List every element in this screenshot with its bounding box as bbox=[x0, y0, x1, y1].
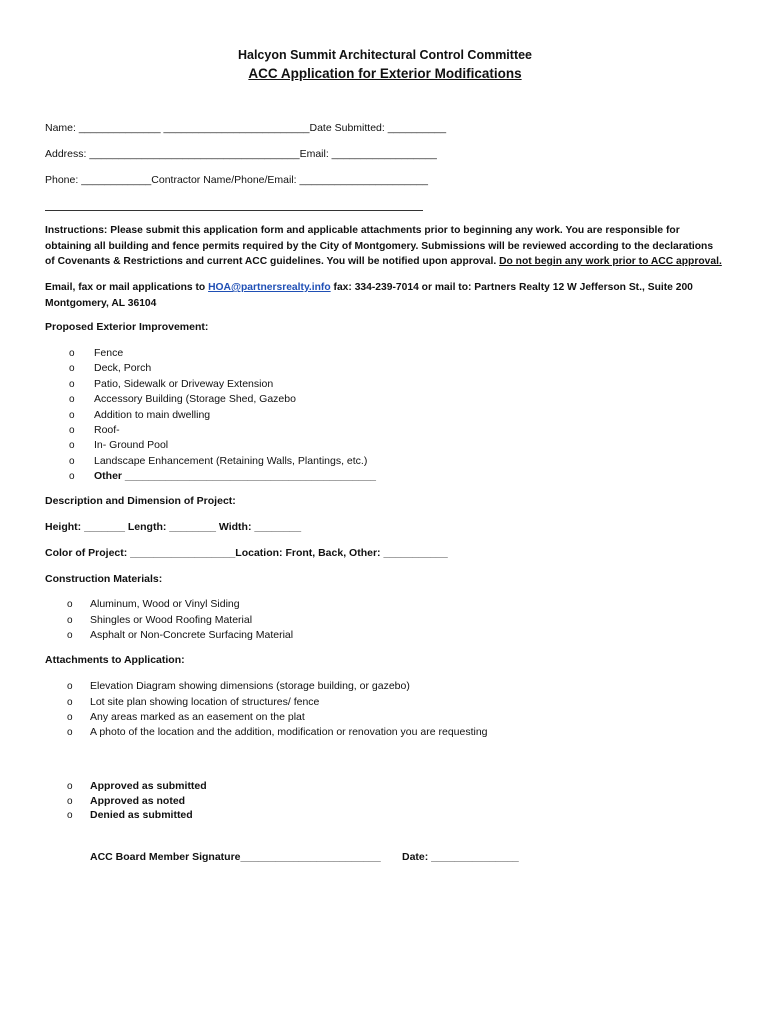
form-title: ACC Application for Exterior Modifications bbox=[248, 66, 522, 81]
signature-field[interactable]: ACC Board Member Signature________________________ bbox=[90, 851, 381, 863]
list-item: Landscape Enhancement (Retaining Walls, Plantings, etc.) bbox=[94, 455, 368, 467]
instructions-warning: Do not begin any work prior to ACC approval. bbox=[499, 256, 722, 267]
list-item: Shingles or Wood Roofing Material bbox=[90, 614, 253, 626]
contact-prefix: Email, fax or mail applications to bbox=[45, 282, 209, 293]
list-item: Asphalt or Non-Concrete Surfacing Material bbox=[90, 629, 294, 641]
signature-date-field[interactable]: Date: _______________ bbox=[402, 851, 519, 863]
checkbox-landscape[interactable]: o bbox=[69, 456, 75, 467]
contact-paragraph bbox=[45, 280, 725, 311]
checkbox-surfacing[interactable]: o bbox=[67, 630, 73, 641]
checkbox-addition[interactable]: o bbox=[69, 410, 75, 421]
blank-rule-line[interactable] bbox=[45, 210, 423, 211]
checkbox-accessory-building[interactable]: o bbox=[69, 394, 75, 405]
checkbox-deck-porch[interactable]: o bbox=[69, 363, 75, 374]
list-item: In- Ground Pool bbox=[94, 439, 169, 451]
list-item: Approved as noted bbox=[90, 795, 186, 807]
org-title: Halcyon Summit Architectural Control Committee bbox=[237, 48, 533, 62]
name-date-line[interactable]: Name: ______________ _________________________Date Submitted: __________ bbox=[45, 122, 447, 134]
checkbox-patio[interactable]: o bbox=[69, 379, 75, 390]
checkbox-denied[interactable]: o bbox=[67, 810, 73, 821]
list-item: Accessory Building (Storage Shed, Gazebo bbox=[94, 393, 296, 405]
checkbox-site-plan[interactable]: o bbox=[67, 697, 73, 708]
list-item: Aluminum, Wood or Vinyl Siding bbox=[90, 598, 240, 610]
list-item: Roof- bbox=[94, 424, 120, 436]
list-item: Deck, Porch bbox=[94, 362, 152, 374]
instructions-paragraph bbox=[45, 223, 725, 270]
materials-heading: Construction Materials: bbox=[45, 573, 163, 585]
list-item: Lot site plan showing location of structures/ fence bbox=[90, 696, 320, 708]
improvement-heading: Proposed Exterior Improvement: bbox=[45, 321, 209, 333]
checkbox-roofing[interactable]: o bbox=[67, 615, 73, 626]
checkbox-easement[interactable]: o bbox=[67, 712, 73, 723]
list-item: Patio, Sidewalk or Driveway Extension bbox=[94, 378, 274, 390]
checkbox-other[interactable]: o bbox=[69, 471, 75, 482]
address-email-line[interactable]: Address: ____________________________________Email: __________________ bbox=[45, 148, 437, 160]
checkbox-roof[interactable]: o bbox=[69, 425, 75, 436]
list-item: Denied as submitted bbox=[90, 809, 193, 821]
checkbox-elevation[interactable]: o bbox=[67, 681, 73, 692]
phone-contractor-line[interactable]: Phone: ____________Contractor Name/Phone/Email: ______________________ bbox=[45, 174, 428, 186]
list-item: A photo of the location and the addition, modification or renovation you are requesting bbox=[90, 726, 488, 738]
list-item: Addition to main dwelling bbox=[94, 409, 211, 421]
checkbox-approved[interactable]: o bbox=[67, 781, 73, 792]
contact-suffix: fax: 334-239-7014 or mail to: Partners Realty 12 W Jefferson St., Suite 200 Montgomery, AL 36104 bbox=[45, 282, 693, 309]
other-field[interactable]: Other ___________________________________________ bbox=[94, 470, 377, 482]
list-item: Fence bbox=[94, 347, 124, 359]
checkbox-fence[interactable]: o bbox=[69, 348, 75, 359]
dimensions-line[interactable]: Height: _______ Length: ________ Width: ________ bbox=[45, 521, 302, 533]
checkbox-approved-noted[interactable]: o bbox=[67, 796, 73, 807]
color-location-line[interactable]: Color of Project: __________________Location: Front, Back, Other: ___________ bbox=[45, 547, 448, 559]
attachments-heading: Attachments to Application: bbox=[45, 654, 185, 666]
description-heading: Description and Dimension of Project: bbox=[45, 495, 236, 507]
list-item: Approved as submitted bbox=[90, 780, 207, 792]
instructions-text: Instructions: Please submit this application form and applicable attachments prior to beginning any work. You are responsible for obtaining all building and fence permits required by the City of Montgomery. Submissions will be reviewed according to the declarations of Covenants & Restrictions and current ACC guidelines. You will be notified upon approval. bbox=[45, 225, 714, 267]
checkbox-siding[interactable]: o bbox=[67, 599, 73, 610]
contact-email-link[interactable]: HOA@partnersrealty.info bbox=[208, 282, 331, 293]
list-item: Elevation Diagram showing dimensions (storage building, or gazebo) bbox=[90, 680, 410, 692]
checkbox-photo[interactable]: o bbox=[67, 727, 73, 738]
list-item: Any areas marked as an easement on the plat bbox=[90, 711, 305, 723]
checkbox-pool[interactable]: o bbox=[69, 440, 75, 451]
